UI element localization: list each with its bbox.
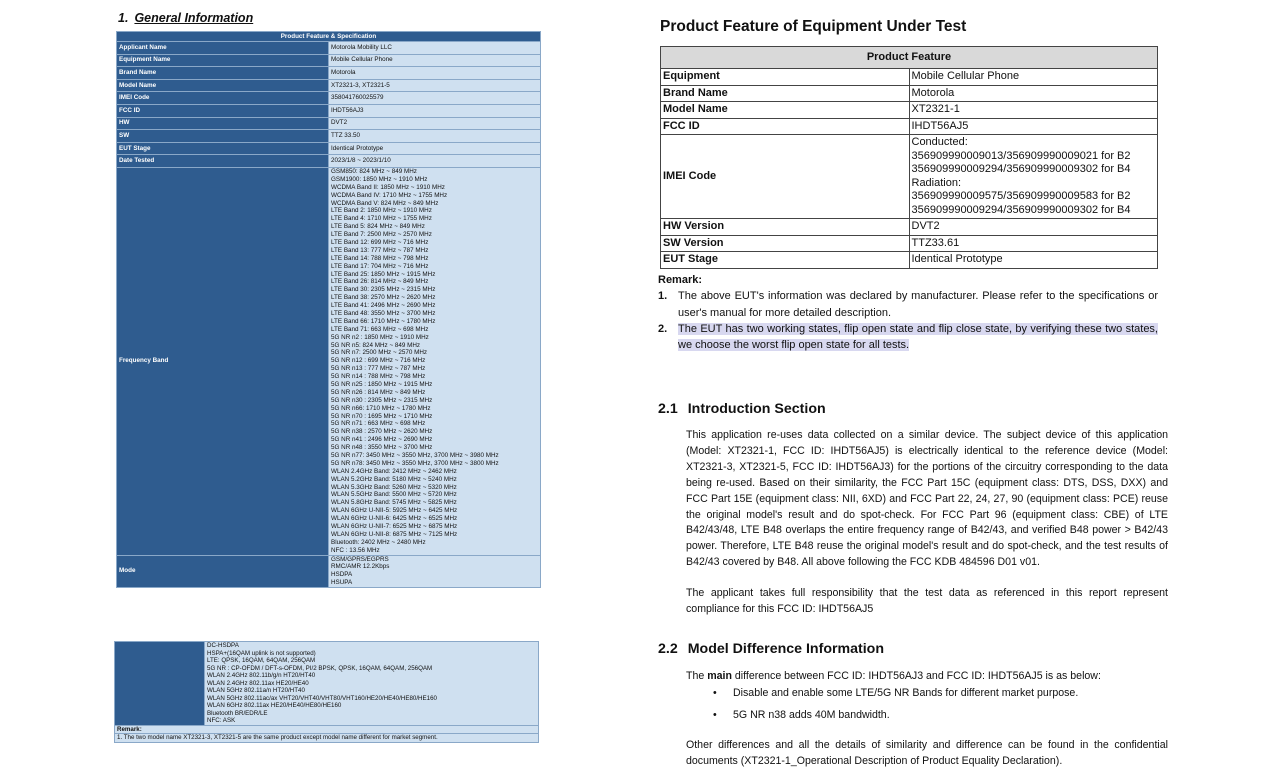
table-row [117, 142, 541, 155]
imei-line: 356909990009294/356909990009302 for B4 [911, 203, 1131, 216]
frequency-band-item: LTE Band 25: 1850 MHz ~ 1915 MHz [331, 270, 436, 278]
mode-continuation-item: Bluetooth BR/EDR/LE [207, 709, 268, 717]
frequency-band-item: 5G NR n48 : 3550 MHz ~ 3700 MHz [331, 444, 433, 452]
mode-continuation-item: 5G NR : CP-OFDM / DFT-s-OFDM, PI/2 BPSK, QPSK, 16QAM, 64QAM, 256QAM [207, 664, 433, 672]
product-feature-table [660, 46, 1158, 269]
section-number: 2.1 [658, 401, 678, 417]
table-row [661, 85, 1158, 102]
responsibility-paragraph: The applicant takes full responsibility that the test data as referenced in this report represent compliance for this FCC ID: IHDT56AJ5 [686, 587, 1168, 615]
table-row [661, 235, 1158, 252]
frequency-band-item: WLAN 2.4GHz Band: 2412 MHz ~ 2462 MHz [331, 467, 457, 475]
frequency-band-item: LTE Band 5: 824 MHz ~ 849 MHz [331, 223, 425, 231]
mode-continuation-item: DC-HSDPA [207, 642, 239, 649]
table-row [661, 69, 1158, 86]
mode-continuation-item: HSPA+(16QAM uplink is not supported) [207, 649, 316, 657]
remark-row [115, 734, 539, 743]
remark-text-highlighted: The EUT has two working states, flip open state and flip close state, by verifying these two states, we choose the worst flip open state for all tests. [678, 322, 1158, 352]
list-item [706, 708, 1166, 730]
row-label: IMEI Code [117, 92, 329, 105]
frequency-band-item: WLAN 5.8GHz Band: 5745 MHz ~ 5825 MHz [331, 499, 457, 507]
mode-item: HSDPA [331, 571, 353, 579]
frequency-band-item: GSM1900: 1850 MHz ~ 1910 MHz [331, 175, 428, 183]
frequency-band-item: LTE Band 4: 1710 MHz ~ 1755 MHz [331, 215, 432, 223]
mode-list [329, 555, 541, 588]
general-information-heading [118, 11, 253, 25]
table-row [117, 117, 541, 130]
frequency-band-item: LTE Band 14: 788 MHz ~ 798 MHz [331, 254, 429, 262]
row-value: XT2321-1 [909, 102, 1158, 119]
remark-number: 1. [658, 290, 668, 303]
frequency-band-item: LTE Band 66: 1710 MHz ~ 1780 MHz [331, 317, 436, 325]
row-value: DVT2 [909, 219, 1158, 236]
section-heading-introduction [658, 401, 826, 417]
frequency-band-item: 5G NR n41 : 2496 MHz ~ 2690 MHz [331, 436, 433, 444]
imei-line: 356909990009575/356909990009583 for B2 [911, 190, 1131, 202]
frequency-band-item: NFC : 13.56 MHz [331, 546, 380, 554]
remark-number: 2. [658, 322, 668, 335]
frequency-band-item: WCDMA Band II: 1850 MHz ~ 1910 MHz [331, 183, 445, 191]
frequency-band-item: WLAN 6GHz U-NII-5: 5925 MHz ~ 6425 MHz [331, 507, 458, 515]
frequency-band-item: LTE Band 30: 2305 MHz ~ 2315 MHz [331, 286, 436, 294]
frequency-band-item: Bluetooth: 2402 MHz ~ 2480 MHz [331, 538, 426, 546]
table-header: Product Feature [661, 47, 1158, 69]
row-label: Model Name [117, 79, 329, 92]
frequency-band-item: LTE Band 13: 777 MHz ~ 787 MHz [331, 246, 429, 254]
row-label: FCC ID [661, 118, 910, 135]
row-value: 2023/1/8 ~ 2023/1/10 [329, 155, 541, 168]
frequency-band-item: 5G NR n25 : 1850 MHz ~ 1915 MHz [331, 380, 433, 388]
row-value: Identical Prototype [329, 142, 541, 155]
frequency-band-item: LTE Band 38: 2570 MHz ~ 2620 MHz [331, 294, 436, 302]
introduction-paragraph: This application re-uses data collected on a similar device. The subject device of this application (Model: XT2321-1, FCC ID: IHDT56AJ5) is electrically identical to the reference device (Model: XT2321-3, XT2321-5, FCC ID: IHDT56AJ3) for the portions of the circuitry corresponding to the data being re-used. Based on their similarity, the FCC Part 15C (equipment class: DTS, DSS, DXX) and FCC Part 15E (equipment class: NII, 6XD) and FCC Part 22, 24, 27, 90 (equipment class: PCE) reuse the original model's result and do spot-check. For FCC Part 96 (equipment class: CBE) of LTE B42/43/48, LTE B48 overlaps the entire frequency range of B42/43, and verified B48 power > B42/43 power. Therefore, LTE B48 reuse the original model's result and do spot-check, and the test results of B42/43 covered by B48. All above following the FCC KDB 484596 D01 v01. [686, 429, 1168, 569]
mode-continuation-item: LTE: QPSK, 16QAM, 64QAM, 256QAM [207, 657, 316, 664]
row-label: SW [117, 130, 329, 143]
intro-prefix: The [686, 670, 708, 682]
frequency-band-item: 5G NR n78: 3450 MHz ~ 3550 MHz, 3700 MHz ~ 3800 MHz [331, 459, 499, 467]
section-title: Introduction Section [687, 401, 826, 417]
table-row [117, 104, 541, 117]
imei-label: IMEI Code [661, 135, 910, 219]
row-value: IHDT56AJ5 [909, 118, 1158, 135]
frequency-band-item: LTE Band 7: 2500 MHz ~ 2570 MHz [331, 231, 432, 239]
row-value: 358041760025579 [329, 92, 541, 105]
row-value: DVT2 [329, 117, 541, 130]
section-number: 2.2 [658, 641, 678, 657]
list-item-text: Disable and enable some LTE/5G NR Bands for different market purpose. [733, 687, 1079, 699]
imei-line: Radiation: [911, 176, 962, 189]
frequency-band-item: WCDMA Band IV: 1710 MHz ~ 1755 MHz [331, 191, 448, 199]
frequency-band-item: 5G NR n38 : 2570 MHz ~ 2620 MHz [331, 428, 433, 436]
bullet-icon: • [713, 687, 717, 699]
remark-label: Remark: [115, 725, 539, 734]
frequency-band-item: WLAN 6GHz U-NII-6: 6425 MHz ~ 6525 MHz [331, 515, 458, 523]
row-label: Equipment Name [117, 54, 329, 67]
row-label: Model Name [661, 102, 910, 119]
frequency-band-item: WLAN 5.5GHz Band: 5500 MHz ~ 5720 MHz [331, 491, 457, 499]
frequency-band-item: 5G NR n12 : 699 MHz ~ 716 MHz [331, 357, 426, 365]
remark-item [658, 288, 1158, 321]
mode-item: RMC/AMR 12.2Kbps [331, 563, 390, 571]
row-label: Date Tested [117, 155, 329, 168]
frequency-band-item: 5G NR n2 : 1850 MHz ~ 1910 MHz [331, 333, 429, 341]
intro-suffix: difference between FCC ID: IHDT56AJ3 and FCC ID: IHDT56AJ5 is as below: [731, 670, 1101, 682]
row-label: Equipment [661, 69, 910, 86]
mode-continuation-row [115, 642, 539, 726]
general-information-continuation-table [114, 641, 539, 743]
frequency-band-item: 5G NR n71 : 663 MHz ~ 698 MHz [331, 420, 426, 428]
frequency-band-row [117, 167, 541, 555]
row-label: HW Version [661, 219, 910, 236]
page-title: Product Feature of Equipment Under Test [660, 18, 967, 35]
frequency-band-item: LTE Band 17: 704 MHz ~ 716 MHz [331, 262, 429, 270]
frequency-band-item: WLAN 5.2GHz Band: 5180 MHz ~ 5240 MHz [331, 475, 457, 483]
frequency-band-item: GSM850: 824 MHz ~ 849 MHz [331, 167, 417, 175]
frequency-band-item: LTE Band 71: 663 MHz ~ 698 MHz [331, 325, 429, 333]
other-differences-paragraph: Other differences and all the details of similarity and difference can be found in the confidential documents (XT2321-1_Operational Description of Product Equality Declaration). [686, 739, 1168, 767]
mode-continuation-item: NFC: ASK [207, 717, 236, 724]
intro-bold-word: main [707, 670, 732, 682]
imei-line: 356909990009013/356909990009021 for B2 [911, 149, 1131, 162]
frequency-band-item: WLAN 6GHz U-NII-8: 6875 MHz ~ 7125 MHz [331, 530, 458, 538]
mode-continuation-item: WLAN 2.4GHz 802.11b/g/n HT20/HT40 [207, 672, 316, 679]
frequency-band-item: 5G NR n13 : 777 MHz ~ 787 MHz [331, 365, 426, 373]
row-value: Mobile Cellular Phone [909, 69, 1158, 86]
general-information-table [116, 31, 541, 588]
row-value: Motorola [909, 85, 1158, 102]
frequency-band-item: 5G NR n7: 2500 MHz ~ 2570 MHz [331, 349, 428, 357]
table-header: Product Feature & Specification [117, 32, 541, 42]
frequency-band-item: 5G NR n77: 3450 MHz ~ 3550 MHz, 3700 MHz ~ 3980 MHz [331, 452, 499, 459]
mode-item: HSUPA [331, 579, 353, 587]
list-item-text: 5G NR n38 adds 40M bandwidth. [733, 709, 890, 721]
row-label: Brand Name [117, 67, 329, 80]
row-label: Brand Name [661, 85, 910, 102]
heading-number: 1. [118, 11, 129, 25]
frequency-band-item: LTE Band 26: 814 MHz ~ 849 MHz [331, 278, 429, 286]
row-label: EUT Stage [117, 142, 329, 155]
remark-heading: Remark: [658, 274, 703, 286]
mode-row [117, 555, 541, 588]
row-label: HW [117, 117, 329, 130]
row-value: Identical Prototype [909, 252, 1158, 269]
row-value: Mobile Cellular Phone [329, 54, 541, 67]
row-value: IHDT56AJ3 [329, 104, 541, 117]
frequency-band-item: 5G NR n30 : 2305 MHz ~ 2315 MHz [331, 396, 433, 404]
section-title: Model Difference Information [687, 641, 885, 657]
table-row [117, 42, 541, 55]
frequency-band-item: 5G NR n66: 1710 MHz ~ 1780 MHz [331, 404, 431, 412]
mode-continuation-item: WLAN 2.4GHz 802.11ax HE20/HE40 [207, 679, 309, 687]
frequency-band-item: LTE Band 12: 699 MHz ~ 716 MHz [331, 238, 429, 246]
row-value: Motorola [329, 67, 541, 80]
table-row [661, 252, 1158, 269]
row-value: TTZ33.61 [909, 235, 1158, 252]
table-row [117, 79, 541, 92]
imei-values [909, 135, 1158, 219]
table-row [117, 92, 541, 105]
frequency-band-item: LTE Band 48: 3550 MHz ~ 3700 MHz [331, 309, 436, 317]
mode-continuation-item: WLAN 5GHz 802.11a/n HT20/HT40 [207, 687, 305, 694]
frequency-band-item: WLAN 6GHz U-NII-7: 6525 MHz ~ 6875 MHz [331, 523, 458, 531]
table-row [117, 67, 541, 80]
row-label: SW Version [661, 235, 910, 252]
mode-continuation-item: WLAN 6GHz 802.11ax HE20/HE40/HE80/HE160 [207, 702, 342, 709]
table-row [117, 155, 541, 168]
row-value: XT2321-3, XT2321-5 [329, 79, 541, 92]
remark-text: The above EUT's information was declared by manufacturer. Please refer to the specifications or user's manual for more detailed description. [678, 290, 1158, 319]
frequency-band-item: LTE Band 41: 2496 MHz ~ 2690 MHz [331, 302, 436, 310]
mode-item: GSM/GPRS/EGPRS [331, 555, 389, 563]
model-difference-list [706, 686, 1166, 730]
mode-continuation-item: WLAN 5GHz 802.11ac/ax VHT20/VHT40/VHT80/VHT160/HE20/HE40/HE80/HE160 [207, 694, 437, 702]
frequency-band-label: Frequency Band [117, 167, 329, 555]
mode-continuation-list [205, 642, 539, 726]
remark-text: 1. The two model name XT2321-3, XT2321-5 are the same product except model name different for market segment. [115, 734, 539, 743]
row-value: TTZ 33.50 [329, 130, 541, 143]
model-difference-intro [686, 669, 1168, 685]
mode-continuation-label [115, 642, 205, 726]
table-row [661, 102, 1158, 119]
table-row [117, 130, 541, 143]
frequency-band-item: LTE Band 2: 1850 MHz ~ 1910 MHz [331, 207, 432, 215]
table-row [661, 118, 1158, 135]
remark-item [658, 321, 1158, 354]
section-heading-model-difference [658, 641, 884, 657]
frequency-band-list [329, 167, 541, 555]
mode-label: Mode [117, 555, 329, 588]
row-label: FCC ID [117, 104, 329, 117]
list-item [706, 686, 1166, 708]
remark-section [658, 272, 1158, 353]
imei-row [661, 135, 1158, 219]
table-row [117, 54, 541, 67]
frequency-band-item: WCDMA Band V: 824 MHz ~ 849 MHz [331, 199, 439, 207]
frequency-band-item: 5G NR n70 : 1695 MHz ~ 1710 MHz [331, 412, 433, 420]
remark-heading-row [115, 725, 539, 734]
row-value: Motorola Mobility LLC [329, 42, 541, 55]
table-row [661, 219, 1158, 236]
frequency-band-item: 5G NR n14 : 788 MHz ~ 798 MHz [331, 373, 426, 381]
frequency-band-item: 5G NR n5: 824 MHz ~ 849 MHz [331, 341, 421, 349]
row-label: EUT Stage [661, 252, 910, 269]
imei-line: Conducted: [911, 136, 968, 148]
frequency-band-item: WLAN 5.3GHz Band: 5260 MHz ~ 5320 MHz [331, 483, 457, 491]
row-label: Applicant Name [117, 42, 329, 55]
imei-line: 356909990009294/356909990009302 for B4 [911, 163, 1131, 175]
heading-text: General Information [134, 11, 254, 25]
bullet-icon: • [713, 709, 717, 721]
frequency-band-item: 5G NR n26 : 814 MHz ~ 849 MHz [331, 388, 426, 396]
